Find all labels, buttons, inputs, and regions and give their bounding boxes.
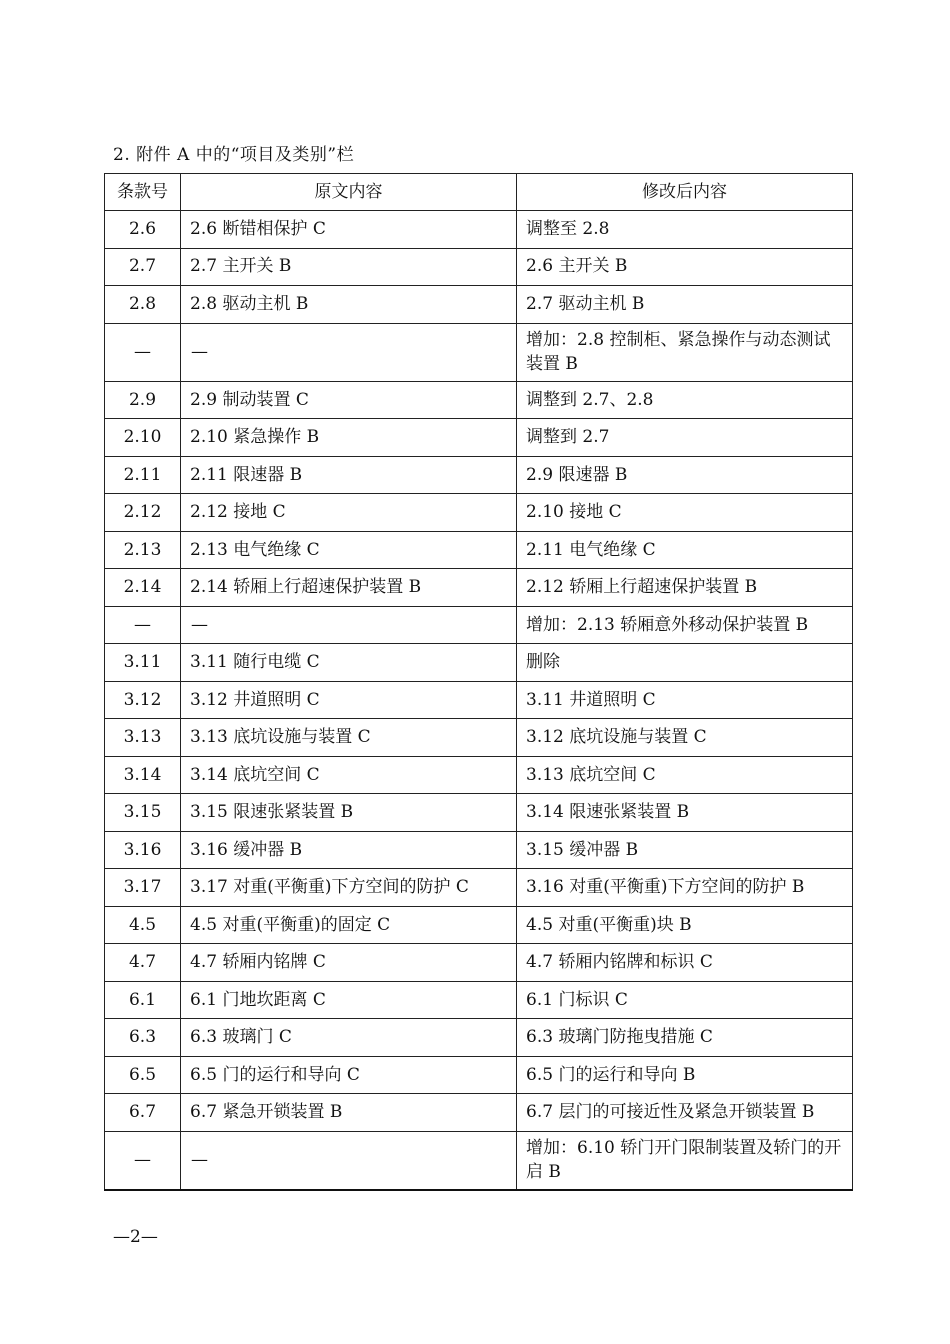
original-content-cell: 4.7 轿厢内铭牌 C — [181, 944, 517, 982]
clause-number-cell: 3.12 — [105, 681, 181, 719]
table-row — [105, 606, 853, 644]
clause-number-cell: 2.12 — [105, 494, 181, 532]
original-content-cell: 2.13 电气绝缘 C — [181, 531, 517, 569]
table-row — [105, 794, 853, 832]
original-content-cell: 3.14 底坑空间 C — [181, 756, 517, 794]
revised-content-cell: 2.6 主开关 B — [517, 248, 853, 286]
table-row — [105, 211, 853, 249]
header-revised-content: 修改后内容 — [517, 174, 853, 211]
table-row — [105, 719, 853, 757]
original-content-cell: 2.6 断错相保护 C — [181, 211, 517, 249]
table-row — [105, 831, 853, 869]
clause-number-cell: — — [105, 323, 181, 381]
revised-content-cell: 3.12 底坑设施与装置 C — [517, 719, 853, 757]
revised-content-cell: 6.1 门标识 C — [517, 981, 853, 1019]
table-body — [105, 211, 853, 1191]
header-clause-number: 条款号 — [105, 174, 181, 211]
original-content-cell: 3.11 随行电缆 C — [181, 644, 517, 682]
table-row — [105, 1019, 853, 1057]
table-row — [105, 981, 853, 1019]
original-content-cell: 3.17 对重(平衡重)下方空间的防护 C — [181, 869, 517, 907]
revised-content-cell: 6.3 玻璃门防拖曳措施 C — [517, 1019, 853, 1057]
table-row — [105, 944, 853, 982]
clause-number-cell: 6.7 — [105, 1094, 181, 1132]
table-row — [105, 1056, 853, 1094]
section-heading: 2. 附件 A 中的“项目及类别”栏 — [113, 145, 355, 165]
original-content-cell: 2.10 紧急操作 B — [181, 419, 517, 457]
original-content-cell: 2.14 轿厢上行超速保护装置 B — [181, 569, 517, 607]
clause-number-cell: — — [105, 1131, 181, 1190]
clause-number-cell: 6.1 — [105, 981, 181, 1019]
revised-content-cell: 调整到 2.7 — [517, 419, 853, 457]
original-content-cell: 2.8 驱动主机 B — [181, 286, 517, 324]
original-content-cell: — — [181, 323, 517, 381]
table-header-row — [105, 174, 853, 211]
revised-content-cell: 调整至 2.8 — [517, 211, 853, 249]
original-content-cell: 2.11 限速器 B — [181, 456, 517, 494]
amendment-table — [104, 173, 853, 1191]
revised-content-cell: 3.11 井道照明 C — [517, 681, 853, 719]
original-content-cell: 4.5 对重(平衡重)的固定 C — [181, 906, 517, 944]
revised-content-cell: 6.7 层门的可接近性及紧急开锁装置 B — [517, 1094, 853, 1132]
clause-number-cell: 2.11 — [105, 456, 181, 494]
table-row — [105, 906, 853, 944]
clause-number-cell: 2.9 — [105, 381, 181, 419]
clause-number-cell: 3.17 — [105, 869, 181, 907]
table-row — [105, 456, 853, 494]
table-row — [105, 494, 853, 532]
table-row — [105, 869, 853, 907]
original-content-cell: 6.1 门地坎距离 C — [181, 981, 517, 1019]
original-content-cell: 3.15 限速张紧装置 B — [181, 794, 517, 832]
original-content-cell: — — [181, 606, 517, 644]
original-content-cell: 3.16 缓冲器 B — [181, 831, 517, 869]
clause-number-cell: 4.7 — [105, 944, 181, 982]
revised-content-cell: 调整到 2.7、2.8 — [517, 381, 853, 419]
revised-content-cell: 2.12 轿厢上行超速保护装置 B — [517, 569, 853, 607]
page-number: —2— — [113, 1227, 158, 1247]
clause-number-cell: 3.14 — [105, 756, 181, 794]
original-content-cell: 3.12 井道照明 C — [181, 681, 517, 719]
clause-number-cell: 6.5 — [105, 1056, 181, 1094]
revised-content-cell: 3.13 底坑空间 C — [517, 756, 853, 794]
table-row — [105, 381, 853, 419]
revised-content-cell: 3.16 对重(平衡重)下方空间的防护 B — [517, 869, 853, 907]
revised-content-cell: 2.7 驱动主机 B — [517, 286, 853, 324]
revised-content-cell: 4.5 对重(平衡重)块 B — [517, 906, 853, 944]
original-content-cell: 6.7 紧急开锁装置 B — [181, 1094, 517, 1132]
table-row — [105, 681, 853, 719]
clause-number-cell: 6.3 — [105, 1019, 181, 1057]
revised-content-cell: 6.5 门的运行和导向 B — [517, 1056, 853, 1094]
clause-number-cell: 2.13 — [105, 531, 181, 569]
table-row — [105, 1131, 853, 1190]
revised-content-cell: 2.11 电气绝缘 C — [517, 531, 853, 569]
clause-number-cell: 4.5 — [105, 906, 181, 944]
original-content-cell: 3.13 底坑设施与装置 C — [181, 719, 517, 757]
table-row — [105, 248, 853, 286]
original-content-cell: — — [181, 1131, 517, 1190]
clause-number-cell: 3.15 — [105, 794, 181, 832]
revised-content-cell: 3.15 缓冲器 B — [517, 831, 853, 869]
revised-content-cell: 2.10 接地 C — [517, 494, 853, 532]
clause-number-cell: — — [105, 606, 181, 644]
original-content-cell: 2.12 接地 C — [181, 494, 517, 532]
table-row — [105, 323, 853, 381]
original-content-cell: 6.5 门的运行和导向 C — [181, 1056, 517, 1094]
clause-number-cell: 3.13 — [105, 719, 181, 757]
original-content-cell: 2.9 制动装置 C — [181, 381, 517, 419]
table-row — [105, 756, 853, 794]
revised-content-cell: 3.14 限速张紧装置 B — [517, 794, 853, 832]
table-row — [105, 286, 853, 324]
revised-content-cell: 增加：2.8 控制柜、紧急操作与动态测试装置 B — [517, 323, 853, 381]
table-row — [105, 569, 853, 607]
table-row — [105, 1094, 853, 1132]
clause-number-cell: 2.8 — [105, 286, 181, 324]
table-row — [105, 531, 853, 569]
header-original-content: 原文内容 — [181, 174, 517, 211]
revised-content-cell: 增加：6.10 轿门开门限制装置及轿门的开启 B — [517, 1131, 853, 1190]
clause-number-cell: 2.6 — [105, 211, 181, 249]
clause-number-cell: 2.14 — [105, 569, 181, 607]
table-row — [105, 644, 853, 682]
clause-number-cell: 3.11 — [105, 644, 181, 682]
revised-content-cell: 删除 — [517, 644, 853, 682]
clause-number-cell: 2.7 — [105, 248, 181, 286]
revised-content-cell: 2.9 限速器 B — [517, 456, 853, 494]
original-content-cell: 2.7 主开关 B — [181, 248, 517, 286]
revised-content-cell: 增加：2.13 轿厢意外移动保护装置 B — [517, 606, 853, 644]
table-row — [105, 419, 853, 457]
clause-number-cell: 3.16 — [105, 831, 181, 869]
original-content-cell: 6.3 玻璃门 C — [181, 1019, 517, 1057]
clause-number-cell: 2.10 — [105, 419, 181, 457]
revised-content-cell: 4.7 轿厢内铭牌和标识 C — [517, 944, 853, 982]
